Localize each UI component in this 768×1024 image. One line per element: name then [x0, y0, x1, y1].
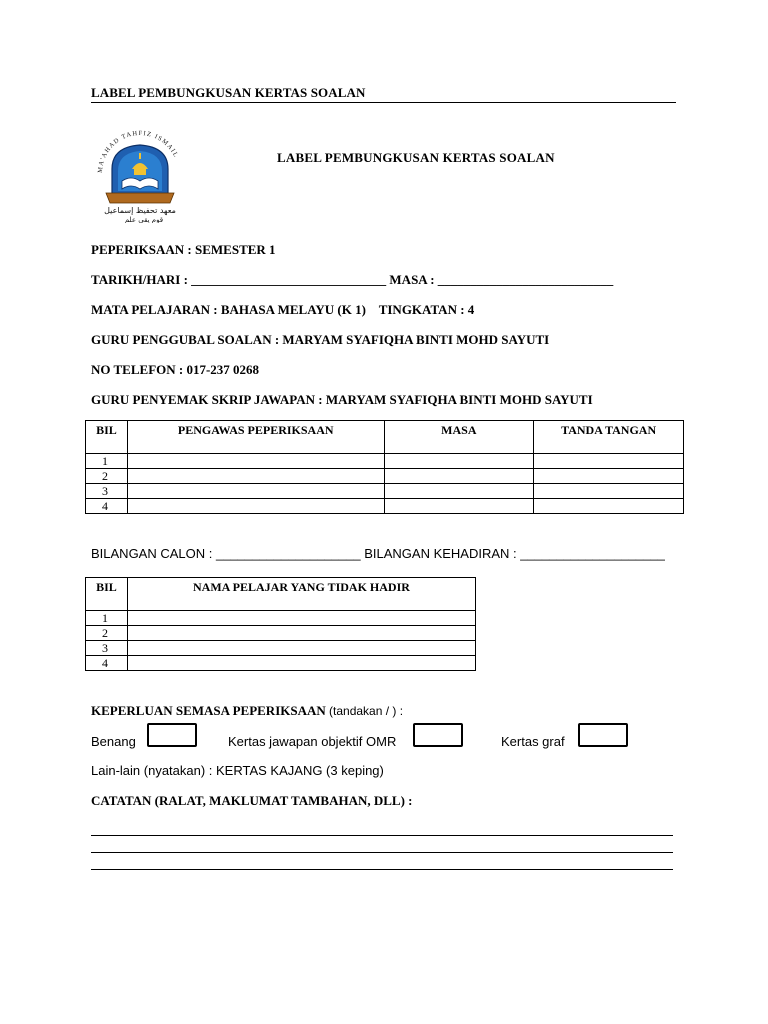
logo-arabic-line1: معهد تحفيظ إسماعيل: [104, 206, 176, 215]
keperluan-note: (tandakan / ) :: [329, 704, 404, 718]
table-row: [86, 656, 476, 671]
field-guru-penyemak: GURU PENYEMAK SKRIP JAWAPAN : MARYAM SYAFIQHA BINTI MOHD SAYUTI: [91, 392, 593, 407]
nama-cell[interactable]: [127, 611, 475, 626]
row-number: 4: [86, 499, 128, 514]
tandatangan-cell[interactable]: [534, 454, 684, 469]
item-benang-label: Benang: [91, 734, 136, 749]
field-mata-pelajaran: [91, 302, 474, 318]
table-row: [86, 611, 476, 626]
school-logo: [92, 123, 188, 223]
masa-label[interactable]: MASA : ___________________________: [389, 272, 614, 287]
pengawas-header-row: [86, 421, 684, 454]
catatan-line-2[interactable]: [91, 852, 673, 853]
col-tanda-tangan: TANDA TANGAN: [534, 421, 684, 454]
pengawas-cell[interactable]: [127, 499, 384, 514]
col-bil: BIL: [86, 421, 128, 454]
pengawas-cell[interactable]: [127, 484, 384, 499]
nama-cell[interactable]: [127, 656, 475, 671]
tandatangan-cell[interactable]: [534, 499, 684, 514]
col-masa: MASA: [384, 421, 534, 454]
tidak-hadir-table: [85, 577, 476, 671]
logo-arabic-line2: قوم يقي علم: [124, 216, 164, 223]
table-row: [86, 454, 684, 469]
header-title: LABEL PEMBUNGKUSAN KERTAS SOALAN: [91, 85, 366, 100]
row-number: 2: [86, 626, 128, 641]
field-no-telefon: NO TELEFON : 017-237 0268: [91, 362, 260, 377]
masa-cell[interactable]: [384, 454, 534, 469]
lain-lain-text: Lain-lain (nyatakan) : KERTAS KAJANG (3 keping): [91, 763, 384, 778]
catatan-line-1[interactable]: [91, 835, 673, 836]
col-nama-pelajar: NAMA PELAJAR YANG TIDAK HADIR: [127, 578, 475, 611]
school-logo-emblem: [92, 123, 188, 223]
row-number: 2: [86, 469, 128, 484]
pengawas-cell[interactable]: [127, 469, 384, 484]
row-number: 1: [86, 611, 128, 626]
nama-cell[interactable]: [127, 641, 475, 656]
table-row: [86, 484, 684, 499]
row-number: 4: [86, 656, 128, 671]
row-number: 3: [86, 484, 128, 499]
tarikh-label[interactable]: TARIKH/HARI : ______________________________: [91, 272, 387, 287]
keperluan-title: KEPERLUAN SEMASA PEPERIKSAAN: [91, 703, 326, 718]
bilangan-calon[interactable]: BILANGAN CALON : ____________________: [91, 546, 361, 561]
bilangan-line: [91, 546, 665, 561]
table-row: [86, 499, 684, 514]
row-number: 1: [86, 454, 128, 469]
header-divider: [91, 102, 676, 103]
table-row: [86, 469, 684, 484]
col-bil: BIL: [86, 578, 128, 611]
tidak-hadir-header-row: [86, 578, 476, 611]
masa-cell[interactable]: [384, 484, 534, 499]
item-graf-label: Kertas graf: [501, 734, 565, 749]
field-peperiksaan: PEPERIKSAAN : SEMESTER 1: [91, 242, 276, 257]
pengawas-cell[interactable]: [127, 454, 384, 469]
keperluan-heading: [91, 703, 403, 719]
table-row: [86, 641, 476, 656]
bilangan-kehadiran[interactable]: BILANGAN KEHADIRAN : ____________________: [364, 546, 665, 561]
tandatangan-cell[interactable]: [534, 469, 684, 484]
logo-arc-text: MA'AHAD TAHFIZ ISMAIL: [96, 129, 180, 174]
masa-cell[interactable]: [384, 469, 534, 484]
tingkatan-text: TINGKATAN : 4: [378, 302, 475, 317]
mata-pelajaran-text: MATA PELAJARAN : BAHASA MELAYU (K 1): [91, 302, 366, 317]
item-omr-label: Kertas jawapan objektif OMR: [228, 734, 397, 749]
table-row: [86, 626, 476, 641]
label-title: LABEL PEMBUNGKUSAN KERTAS SOALAN: [277, 150, 555, 165]
catatan-line-3[interactable]: [91, 869, 673, 870]
field-guru-penggubal: GURU PENGGUBAL SOALAN : MARYAM SYAFIQHA BINTI MOHD SAYUTI: [91, 332, 550, 347]
tandatangan-cell[interactable]: [534, 484, 684, 499]
pengawas-table: [85, 420, 684, 514]
field-tarikh: [91, 272, 613, 288]
masa-cell[interactable]: [384, 499, 534, 514]
row-number: 3: [86, 641, 128, 656]
catatan-title: CATATAN (RALAT, MAKLUMAT TAMBAHAN, DLL) :: [91, 793, 413, 808]
benang-checkbox[interactable]: [147, 723, 197, 747]
graf-checkbox[interactable]: [578, 723, 628, 747]
omr-checkbox[interactable]: [413, 723, 463, 747]
col-pengawas: PENGAWAS PEPERIKSAAN: [127, 421, 384, 454]
nama-cell[interactable]: [127, 626, 475, 641]
